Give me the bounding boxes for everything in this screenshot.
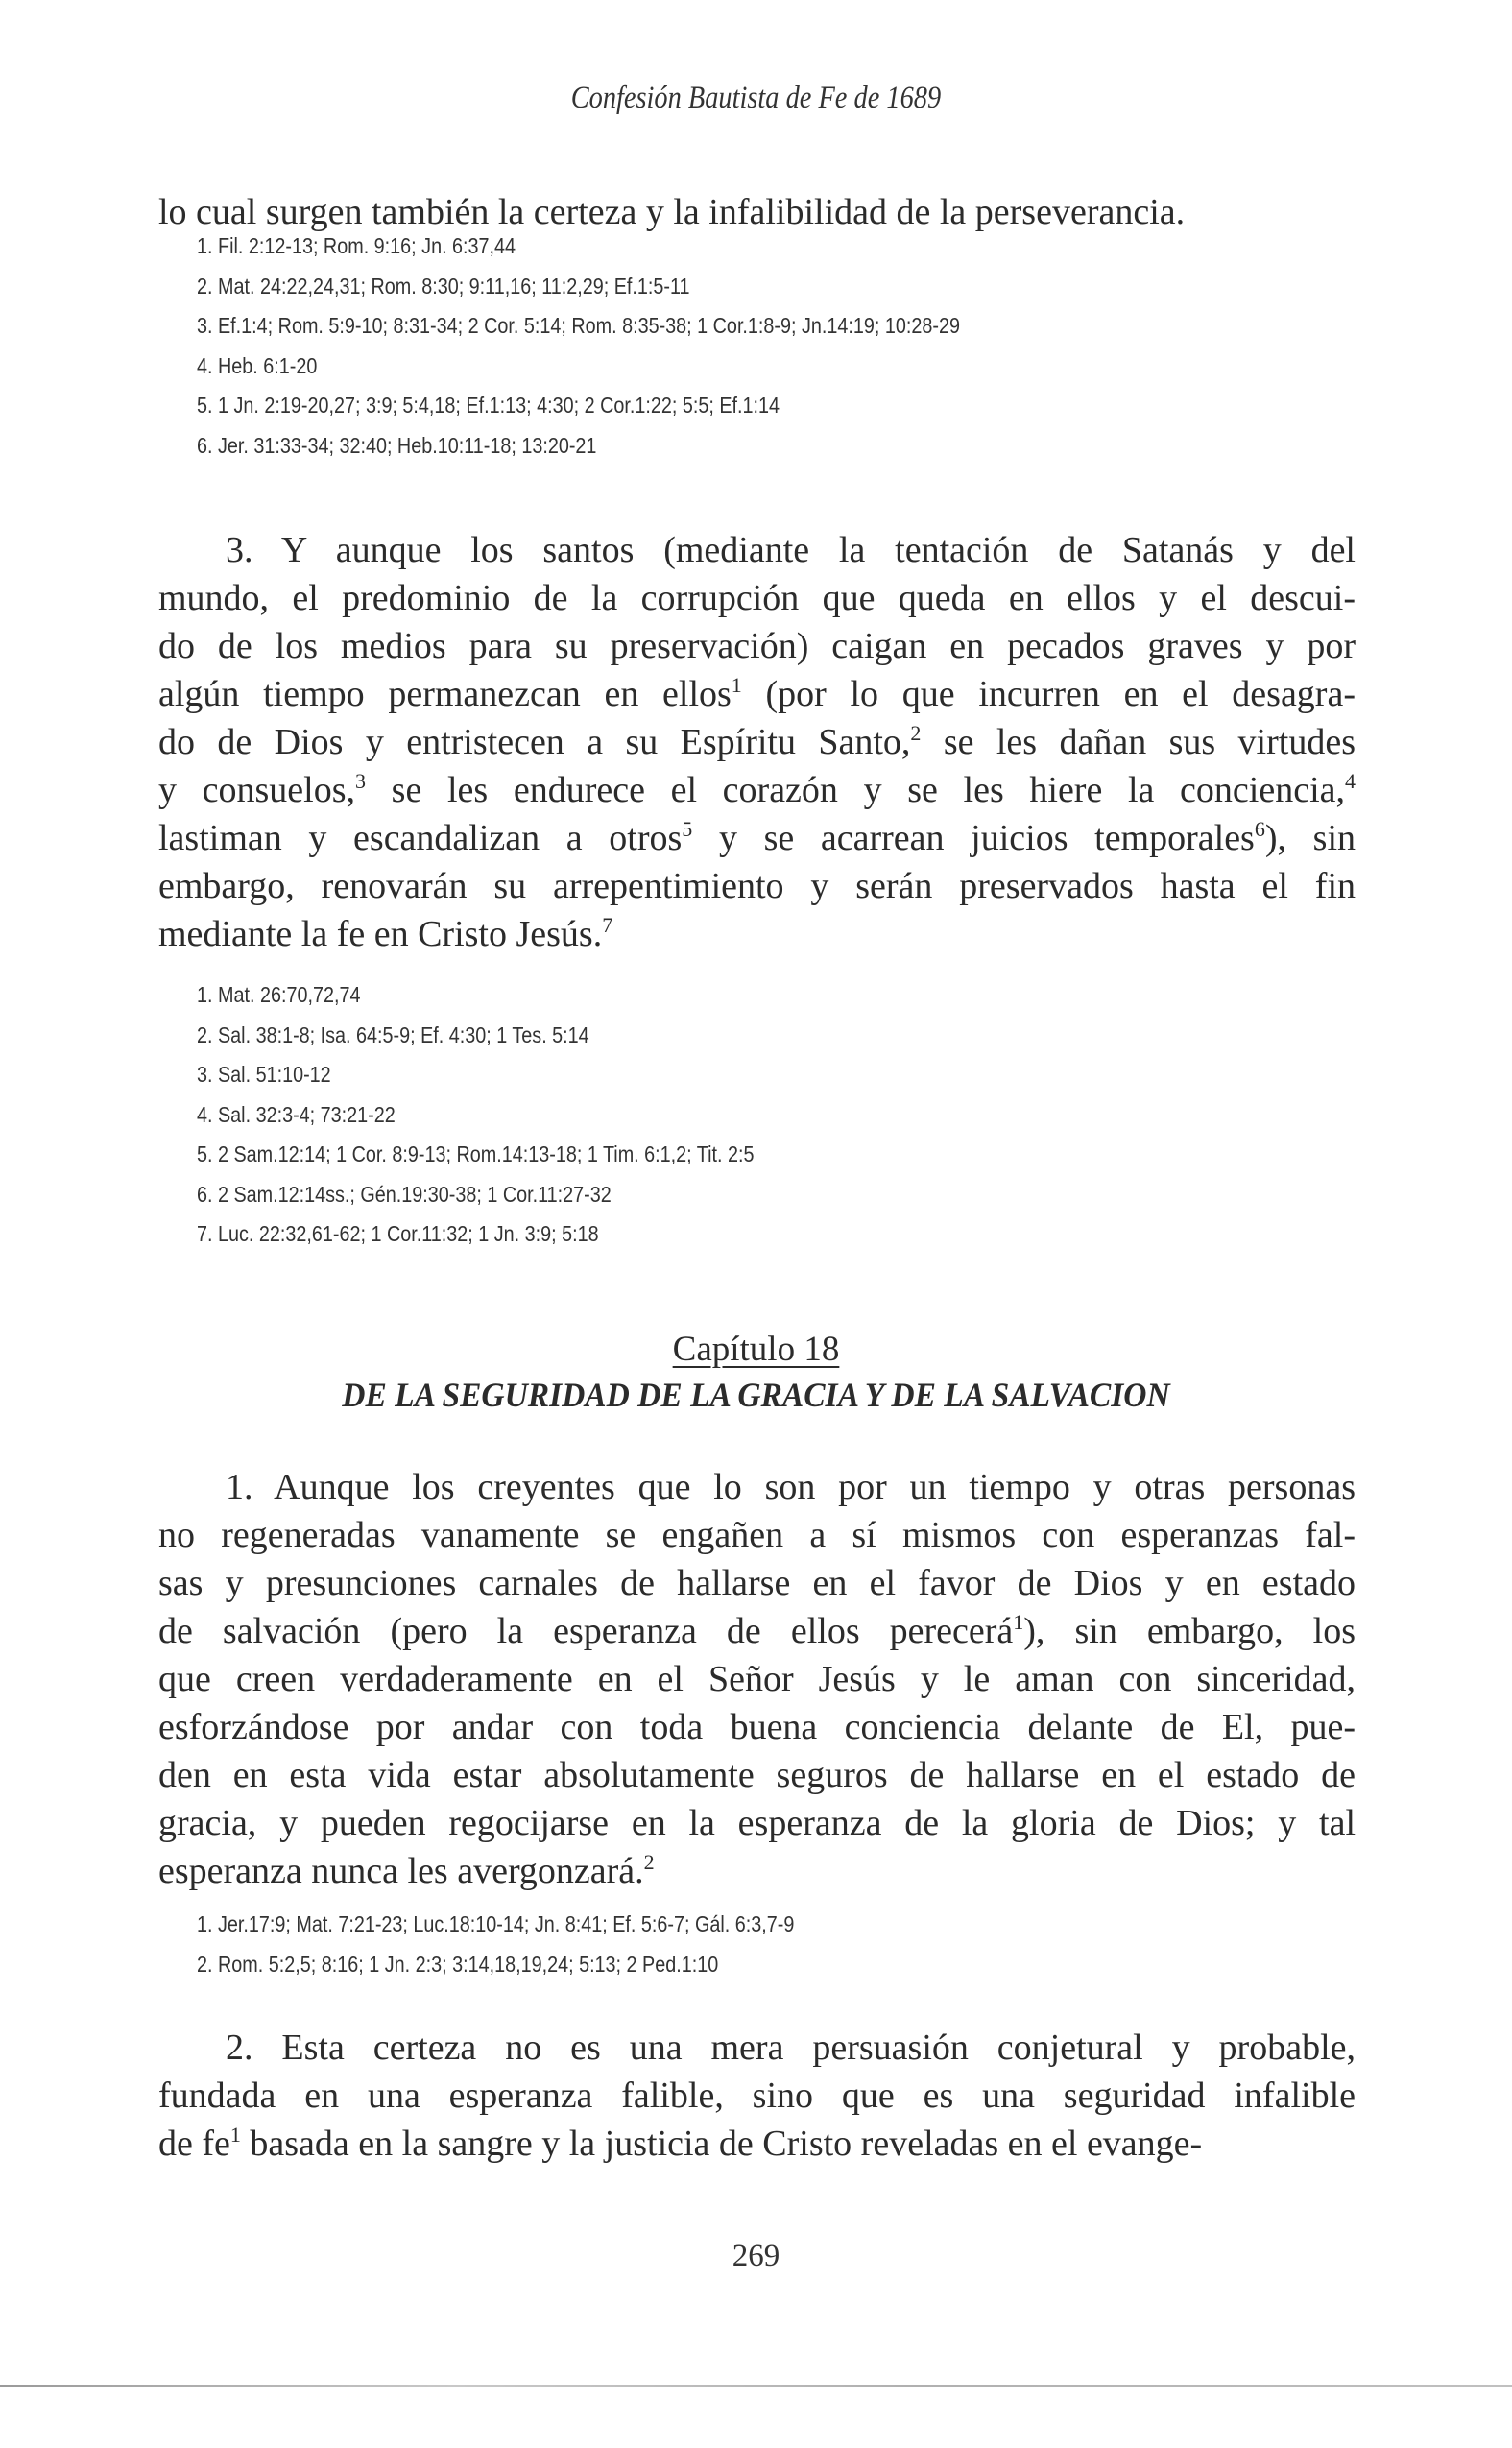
text-line (158, 1703, 1356, 1751)
footnote-item: 1. Fil. 2:12-13; Rom. 9:16; Jn. 6:37,44 (197, 233, 516, 258)
footnote-item: 5. 2 Sam.12:14; 1 Cor. 8:9-13; Rom.14:13-18; 1 Tim. 6:1,2; Tit. 2:5 (197, 1141, 755, 1166)
text-segment: lastiman y escandalizan a otros (158, 818, 683, 858)
text-segment: embargo, renovarán su arrepentimiento y serán preservados hasta el fin (158, 866, 1356, 906)
footnote-marker: 7 (602, 913, 613, 937)
text-segment: fundada en una esperanza falible, sino que es una seguridad infalible (158, 2076, 1356, 2116)
text-line (158, 814, 1356, 862)
text-segment: 1. Aunque los creyentes que lo son por un tiempo y otras personas (226, 1467, 1356, 1507)
text-segment: de salvación (pero la esperanza de ellos perecerá (158, 1611, 1014, 1651)
text-line (158, 1559, 1356, 1607)
text-line (158, 622, 1356, 670)
text-segment: se les dañan sus virtudes (921, 722, 1356, 762)
chapter-title: DE LA SEGURIDAD DE LA GRACIA Y DE LA SALVACION (342, 1376, 1170, 1414)
text-line (158, 1655, 1356, 1703)
footnote-item: 7. Luc. 22:32,61-62; 1 Cor.11:32; 1 Jn. 3:9; 5:18 (197, 1221, 599, 1246)
text-segment: basada en la sangre y la justicia de Cristo reveladas en el evange- (240, 2124, 1203, 2164)
footnote-marker: 3 (355, 769, 367, 793)
text-line (158, 862, 1356, 910)
text-segment: y se acarrean juicios temporales (692, 818, 1255, 858)
page-number: 269 (732, 2239, 780, 2273)
footnote-marker: 2 (910, 721, 922, 745)
text-line (158, 718, 1356, 766)
text-line (158, 2120, 1356, 2168)
text-line (158, 670, 1356, 718)
footnote-item: 3. Ef.1:4; Rom. 5:9-10; 8:31-34; 2 Cor. 5:14; Rom. 8:35-38; 1 Cor.1:8-9; Jn.14:19; 10:28-29 (197, 313, 960, 338)
footnote-item: 1. Jer.17:9; Mat. 7:21-23; Luc.18:10-14; Jn. 8:41; Ef. 5:6-7; Gál. 6:3,7-9 (197, 1911, 795, 1936)
footnote-item: 4. Heb. 6:1-20 (197, 352, 318, 378)
footnote-marker: 2 (643, 1850, 655, 1874)
text-line (158, 526, 1356, 574)
footnote-list-continuation (197, 227, 960, 466)
text-line (158, 766, 1356, 814)
chapter-paragraph-1 (158, 1463, 1356, 1895)
text-segment: gracia, y pueden regocijarse en la esperanza de la gloria de Dios; y tal (158, 1803, 1356, 1843)
text-segment: de fe (158, 2124, 230, 2164)
text-line (158, 1847, 1356, 1895)
text-segment: do de Dios y entristecen a su Espíritu Santo, (158, 722, 911, 762)
paragraph-3 (158, 526, 1356, 958)
footnote-item: 2. Sal. 38:1-8; Isa. 64:5-9; Ef. 4:30; 1 Tes. 5:14 (197, 1021, 589, 1047)
chapter-label-text: Capítulo 18 (672, 1330, 840, 1369)
text-segment: no regeneradas vanamente se engañen a sí mismos con esperanzas fal- (158, 1515, 1356, 1555)
footnote-item: 2. Rom. 5:2,5; 8:16; 1 Jn. 2:3; 3:14,18,19,24; 5:13; 2 Ped.1:10 (197, 1951, 719, 1977)
footnote-marker: 1 (229, 2123, 241, 2147)
chapter-label (0, 1329, 1512, 1370)
text-segment: sas y presunciones carnales de hallarse en el favor de Dios y en estado (158, 1563, 1356, 1603)
footnote-item: 6. Jer. 31:33-34; 32:40; Heb.10:11-18; 13:20-21 (197, 432, 597, 458)
footnote-item: 6. 2 Sam.12:14ss.; Gén.19:30-38; 1 Cor.11:27-32 (197, 1181, 612, 1207)
text-segment: den en esta vida estar absolutamente seguros de hallarse en el estado de (158, 1755, 1356, 1795)
text-segment: ), sin (1264, 818, 1356, 858)
text-line (158, 1607, 1356, 1655)
footnote-marker: 1 (1013, 1610, 1024, 1634)
chapter-paragraph-2 (158, 2024, 1356, 2168)
running-head: Confesión Bautista de Fe de 1689 (570, 81, 942, 115)
text-segment: que creen verdaderamente en el Señor Jesús y le aman con sinceridad, (158, 1659, 1356, 1699)
text-line (158, 1799, 1356, 1847)
text-line (158, 910, 1356, 958)
footnote-marker: 1 (731, 673, 742, 697)
text-segment: do de los medios para su preservación) caigan en pecados graves y por (158, 626, 1356, 666)
text-line (158, 574, 1356, 622)
text-segment: 3. Y aunque los santos (mediante la tentación de Satanás y del (226, 530, 1356, 570)
text-segment: esperanza nunca les avergonzará. (158, 1851, 644, 1891)
footnote-item: 3. Sal. 51:10-12 (197, 1062, 331, 1087)
footnote-list-paragraph-3 (197, 975, 755, 1255)
text-segment: esforzándose por andar con toda buena conciencia delante de El, pue- (158, 1707, 1356, 1747)
text-line (158, 1463, 1356, 1511)
text-line (158, 1751, 1356, 1799)
text-segment: ), sin embargo, los (1023, 1611, 1356, 1651)
text-segment: (por lo que incurren en el desagra- (741, 674, 1356, 714)
text-segment: mediante la fe en Cristo Jesús. (158, 914, 603, 954)
footnote-item: 1. Mat. 26:70,72,74 (197, 982, 361, 1007)
footnote-marker: 5 (682, 817, 693, 841)
text-line: lo cual surgen también la certeza y la infalibilidad de la perseverancia. (158, 192, 1186, 232)
text-segment: se les endurece el corazón y se les hiere la conciencia, (366, 770, 1345, 810)
footnote-item: 5. 1 Jn. 2:19-20,27; 3:9; 5:4,18; Ef.1:13; 4:30; 2 Cor.1:22; 5:5; Ef.1:14 (197, 393, 780, 418)
text-line (158, 2024, 1356, 2072)
footnote-list-chapter-paragraph-1 (197, 1905, 794, 1984)
text-segment: algún tiempo permanezcan en ellos (158, 674, 732, 714)
footnote-item: 2. Mat. 24:22,24,31; Rom. 8:30; 9:11,16; 11:2,29; Ef.1:5-11 (197, 273, 690, 299)
footnote-marker: 6 (1254, 817, 1265, 841)
footnote-item: 4. Sal. 32:3-4; 73:21-22 (197, 1101, 396, 1127)
text-line (158, 1511, 1356, 1559)
text-segment: y consuelos, (158, 770, 356, 810)
footnote-marker: 4 (1345, 769, 1356, 793)
text-line (158, 2072, 1356, 2120)
scan-edge-line (0, 2385, 1512, 2387)
text-segment: 2. Esta certeza no es una mera persuasión conjetural y probable, (226, 2028, 1356, 2068)
text-segment: mundo, el predominio de la corrupción que queda en ellos y el descui- (158, 578, 1356, 618)
